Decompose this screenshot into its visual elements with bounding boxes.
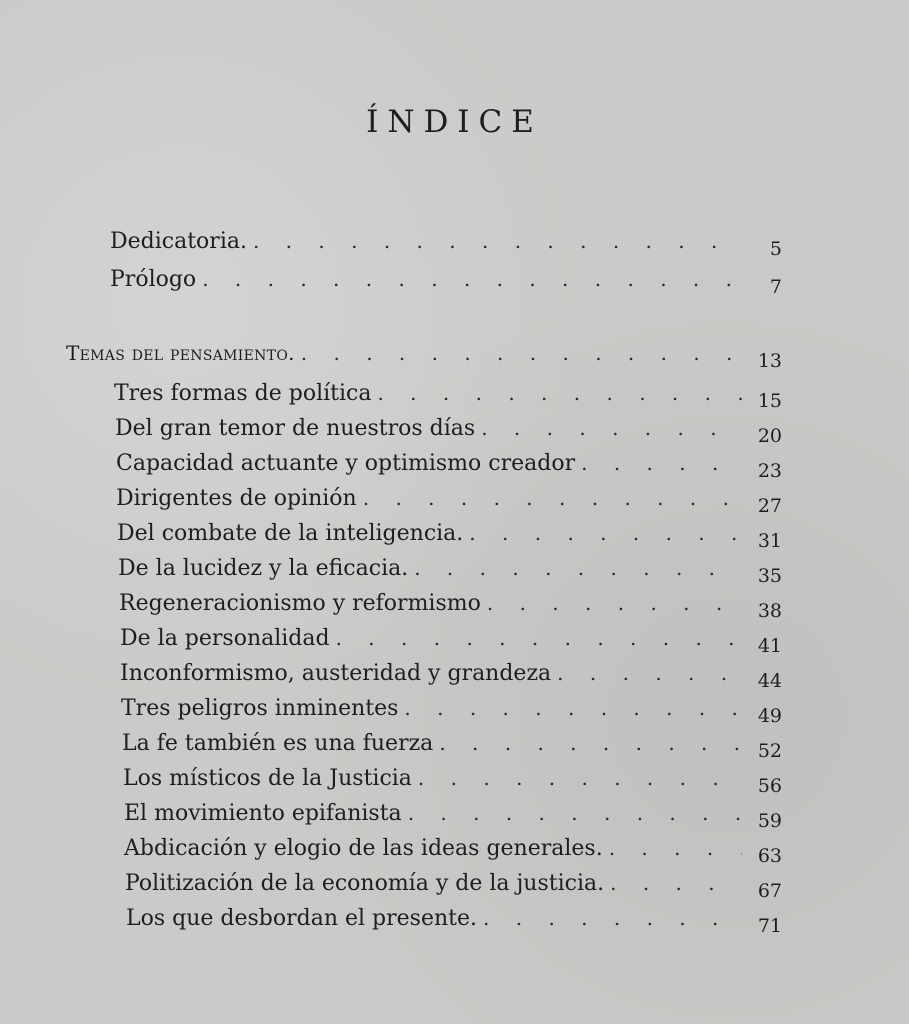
toc-entry-page: 23 xyxy=(757,460,782,482)
index-title: ÍNDICE xyxy=(366,104,543,140)
dot-leader xyxy=(418,766,742,790)
dot-leader xyxy=(363,486,742,510)
toc-entry xyxy=(115,411,782,445)
toc-entry-label: Prólogo xyxy=(110,266,197,292)
toc-entry-label: Los que desbordan el presente. xyxy=(126,905,478,931)
dot-leader xyxy=(557,661,742,685)
toc-entry-page: 38 xyxy=(757,600,782,622)
dot-leader xyxy=(414,556,742,580)
dot-leader xyxy=(609,836,742,860)
toc-entry xyxy=(123,761,782,795)
toc-entry-label: Tres formas de política xyxy=(114,380,372,406)
toc-entry-page: 7 xyxy=(769,276,782,298)
dot-leader xyxy=(377,381,742,405)
dot-leader xyxy=(336,626,742,650)
toc-entry-label: De la lucidez y la eficacia. xyxy=(118,555,409,581)
dot-leader xyxy=(404,696,742,720)
toc-entry-page: 63 xyxy=(757,845,782,867)
toc-entry-label: Inconformismo, austeridad y grandeza xyxy=(120,660,552,686)
toc-entry xyxy=(122,726,782,760)
dot-leader xyxy=(439,731,742,755)
dot-leader xyxy=(408,801,742,825)
dot-leader xyxy=(481,416,742,440)
toc-entry xyxy=(125,866,782,900)
section-page: 13 xyxy=(757,350,782,372)
toc-entry-label: Regeneracionismo y reformismo xyxy=(119,590,481,616)
toc-entry-page: 31 xyxy=(757,530,782,552)
dot-leader xyxy=(610,871,742,895)
toc-entry-label: Dirigentes de opinión xyxy=(116,485,357,511)
dot-leader xyxy=(483,906,742,930)
toc-entry xyxy=(119,586,782,620)
toc-entry-page: 35 xyxy=(757,565,782,587)
toc-entry-page: 59 xyxy=(757,810,782,832)
toc-entry-page: 52 xyxy=(757,740,782,762)
toc-entry-label: La fe también es una fuerza xyxy=(122,730,434,756)
section-label: Temas del pensamiento. xyxy=(66,341,295,365)
toc-entry xyxy=(121,691,782,725)
toc-entry xyxy=(116,481,782,515)
toc-entry-page: 15 xyxy=(757,390,782,412)
toc-entry-label: Del combate de la inteligencia. xyxy=(117,520,464,546)
dot-leader xyxy=(301,341,742,365)
toc-entry xyxy=(124,796,782,830)
toc-entry-page: 44 xyxy=(757,670,782,692)
dot-leader xyxy=(469,521,742,545)
toc-entry-page: 41 xyxy=(757,635,782,657)
toc-entry-label: Tres peligros inminentes xyxy=(121,695,399,721)
toc-entry-label: Capacidad actuante y optimismo creador xyxy=(116,450,576,476)
toc-entry xyxy=(114,376,782,410)
dot-leader xyxy=(487,591,742,615)
toc-entry-label: Del gran temor de nuestros días xyxy=(115,415,476,441)
toc-entry-label: El movimiento epifanista xyxy=(124,800,402,826)
toc-entry xyxy=(120,621,782,655)
toc-entry-page: 5 xyxy=(769,238,782,260)
dot-leader xyxy=(581,451,742,475)
toc-entry xyxy=(120,656,782,690)
toc-entry-dedicatoria xyxy=(110,224,782,258)
toc-entry xyxy=(116,446,782,480)
toc-entry xyxy=(118,551,782,585)
toc-entry-label: Dedicatoria. xyxy=(110,228,247,254)
toc-entry-page: 71 xyxy=(757,915,782,937)
toc-section-temas xyxy=(66,336,782,370)
toc-entry xyxy=(124,831,782,865)
toc-entry-label: Politización de la economía y de la justicia. xyxy=(125,870,605,896)
dot-leader xyxy=(202,267,742,291)
toc-entry-label: De la personalidad xyxy=(120,625,330,651)
toc-entry xyxy=(126,901,782,935)
toc-entry xyxy=(117,516,782,550)
toc-entry-page: 20 xyxy=(757,425,782,447)
toc-entry-page: 27 xyxy=(757,495,782,517)
toc-entry-page: 49 xyxy=(757,705,782,727)
toc-entry-label: Los místicos de la Justicia xyxy=(123,765,412,791)
toc-entry-prologo xyxy=(110,262,782,296)
dot-leader xyxy=(253,229,742,253)
toc-entry-page: 56 xyxy=(757,775,782,797)
toc-entry-page: 67 xyxy=(757,880,782,902)
toc-entry-label: Abdicación y elogio de las ideas generales. xyxy=(124,835,603,861)
